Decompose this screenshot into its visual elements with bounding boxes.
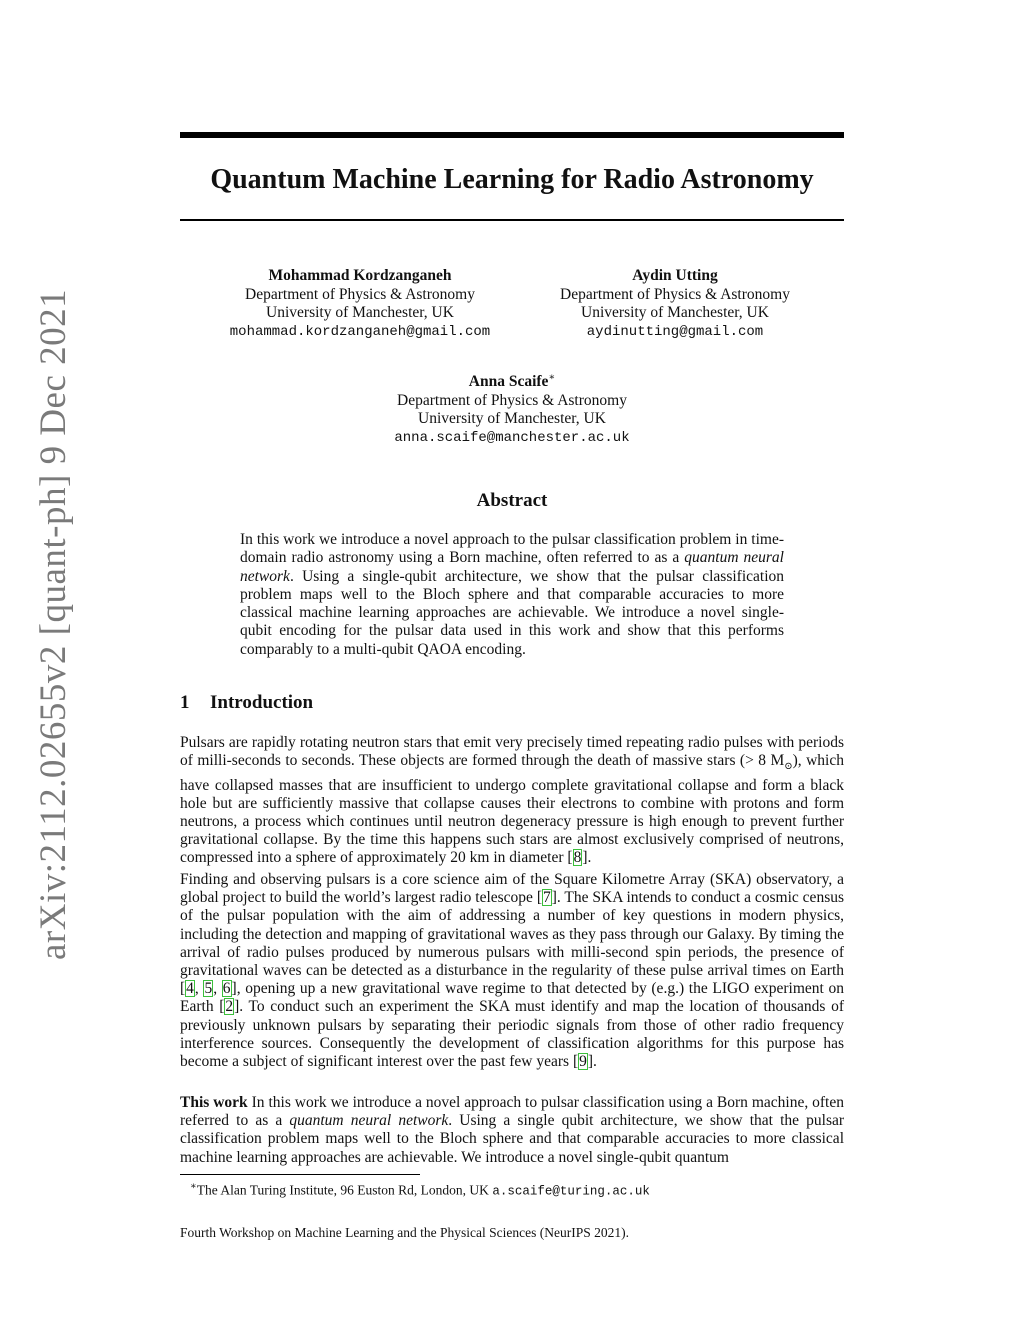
footnote-text: The Alan Turing Institute, 96 Euston Rd, London, UK (196, 1182, 493, 1198)
citation-link[interactable]: 4 (186, 980, 194, 998)
author-dept: Department of Physics & Astronomy (245, 285, 475, 303)
author-block-3 (362, 369, 662, 447)
text-run: Pulsars are rapidly rotating neutron stars that emit very precisely timed repeating radio pulses with periods of milli-seconds to seconds. These objects are formed through the death of massive stars (> 8 M (180, 734, 844, 770)
author-name: Mohammad Kordzanganeh (268, 267, 452, 284)
text-emphasis: quantum neural network (289, 1112, 449, 1130)
citation-link[interactable]: 5 (204, 980, 213, 998)
author-univ: University of Manchester, UK (581, 304, 769, 321)
paper-title: Quantum Machine Learning for Radio Astronomy (210, 164, 814, 195)
citation-link[interactable]: 9 (579, 1053, 587, 1071)
author-footnote-mark: ∗ (548, 372, 556, 383)
venue-note: Fourth Workshop on Machine Learning and the Physical Sciences (NeurIPS 2021). (180, 1225, 629, 1240)
section-number: 1 (180, 692, 190, 713)
footnote-email[interactable]: a.scaife@turing.ac.uk (492, 1184, 650, 1199)
text-run: Finding and observing pulsars is a core science aim of the Square Kilometre Array (SKA) observatory, a global project to build the world’s largest radio telescope [ (180, 871, 844, 907)
abstract-part: . Using a single-qubit architecture, we show that the pulsar classification problem maps well to the Bloch sphere and that comparable accuracies to more classical machine learning approaches are achievable. We introduce a novel single-qubit encoding for the pulsar data used in this work and show that this performs comparably to a multi-qubit QAOA encoding. (240, 567, 784, 658)
abstract-emphasis: quantum neural network (240, 549, 784, 585)
author-email[interactable]: aydinutting@gmail.com (586, 323, 764, 340)
author-name: Aydin Utting (632, 267, 718, 284)
section-title: Introduction (210, 692, 314, 713)
title-bottom-rule (180, 219, 844, 221)
text-run: . Using a single qubit architecture, we show that the pulsar classification problem maps well to the Bloch sphere and that comparable accuracies to more classical machine learning approaches are achievable. We introduce a novel single-qubit quantum (180, 1112, 845, 1166)
text-run: ]. To conduct such an experiment the SKA must identify and map the location of thousands of previously unknown pulsars by separating their periodic signals from those of other radio frequency interference sources. Consequently the development of classification algorithms for this purpose has become a subject of significant interest over the past few years [ (180, 998, 844, 1071)
author-block-1 (210, 267, 510, 341)
citation-link[interactable]: 6 (222, 980, 231, 998)
author-univ: University of Manchester, UK (418, 410, 606, 428)
author-name: Anna Scaife (468, 373, 549, 391)
sun-symbol: ⊙ (784, 761, 793, 773)
text-run: ], opening up a new gravitational wave regime to that detected by (e.g.) the LIGO experiment on Earth [ (180, 980, 844, 1016)
author-block-2 (525, 267, 825, 341)
text-run: ]. (587, 1053, 597, 1071)
this-work-paragraph (180, 1094, 844, 1167)
author-univ: University of Manchester, UK (266, 304, 454, 321)
text-run: In this work we introduce a novel approach to pulsar classification using a Born machine, often referred to as a (180, 1094, 844, 1130)
text-run: ), which have collapsed masses that are insufficient to undergo complete gravitational collapse and form a black hole but are sufficiently massive that collapse causes their electrons to combine with protons and form neutrons, a process which continues until neutron degeneracy pressure is high enough to prevent further gravitational collapse. By the time this happens such stars are almost exclusively comprised of neutrons, compressed into a sphere of approximately 20 km in diameter [ (180, 752, 844, 867)
text-run: ]. The SKA intends to conduct a cosmic census of the pulsar population with the aim of addressing a number of key questions in modern physics, including the detection and mapping of gravitational waves as they pass through our Galaxy. By timing the arrival of radio pulses produced by numerous pulsars with milli-second spin periods, the presence of gravitational waves can be detected as a disturbance in the regularity of these pulse arrival times on Earth [ (180, 889, 845, 998)
text-run: , (213, 980, 222, 998)
intro-paragraph-2 (180, 871, 844, 1071)
author-email[interactable]: mohammad.kordzanganeh@gmail.com (229, 323, 491, 340)
footnote-mark: ∗ (190, 1181, 197, 1192)
author-dept: Department of Physics & Astronomy (560, 285, 790, 303)
text-run: ]. (582, 849, 592, 867)
text-run: , (194, 980, 204, 998)
intro-paragraph-1 (180, 734, 844, 868)
section-heading-introduction (180, 692, 313, 714)
paragraph-lead: This work (180, 1094, 248, 1111)
citation-link[interactable]: 2 (225, 998, 234, 1016)
abstract-part: In this work we introduce a novel approach to the pulsar classification problem in time-domain radio astronomy using a Born machine, often referred to as a (240, 531, 784, 567)
author-email[interactable]: anna.scaife@manchester.ac.uk (394, 429, 630, 446)
abstract-heading: Abstract (476, 490, 548, 511)
citation-link[interactable]: 7 (543, 889, 551, 907)
author-dept: Department of Physics & Astronomy (397, 391, 627, 409)
footnote-rule (180, 1174, 420, 1175)
arxiv-side-stamp: arXiv:2112.02655v2 [quant-ph] 9 Dec 2021 (33, 288, 74, 960)
abstract-text (240, 531, 784, 659)
title-top-rule (180, 132, 844, 138)
citation-link[interactable]: 8 (573, 849, 582, 867)
footnote (190, 1179, 650, 1200)
